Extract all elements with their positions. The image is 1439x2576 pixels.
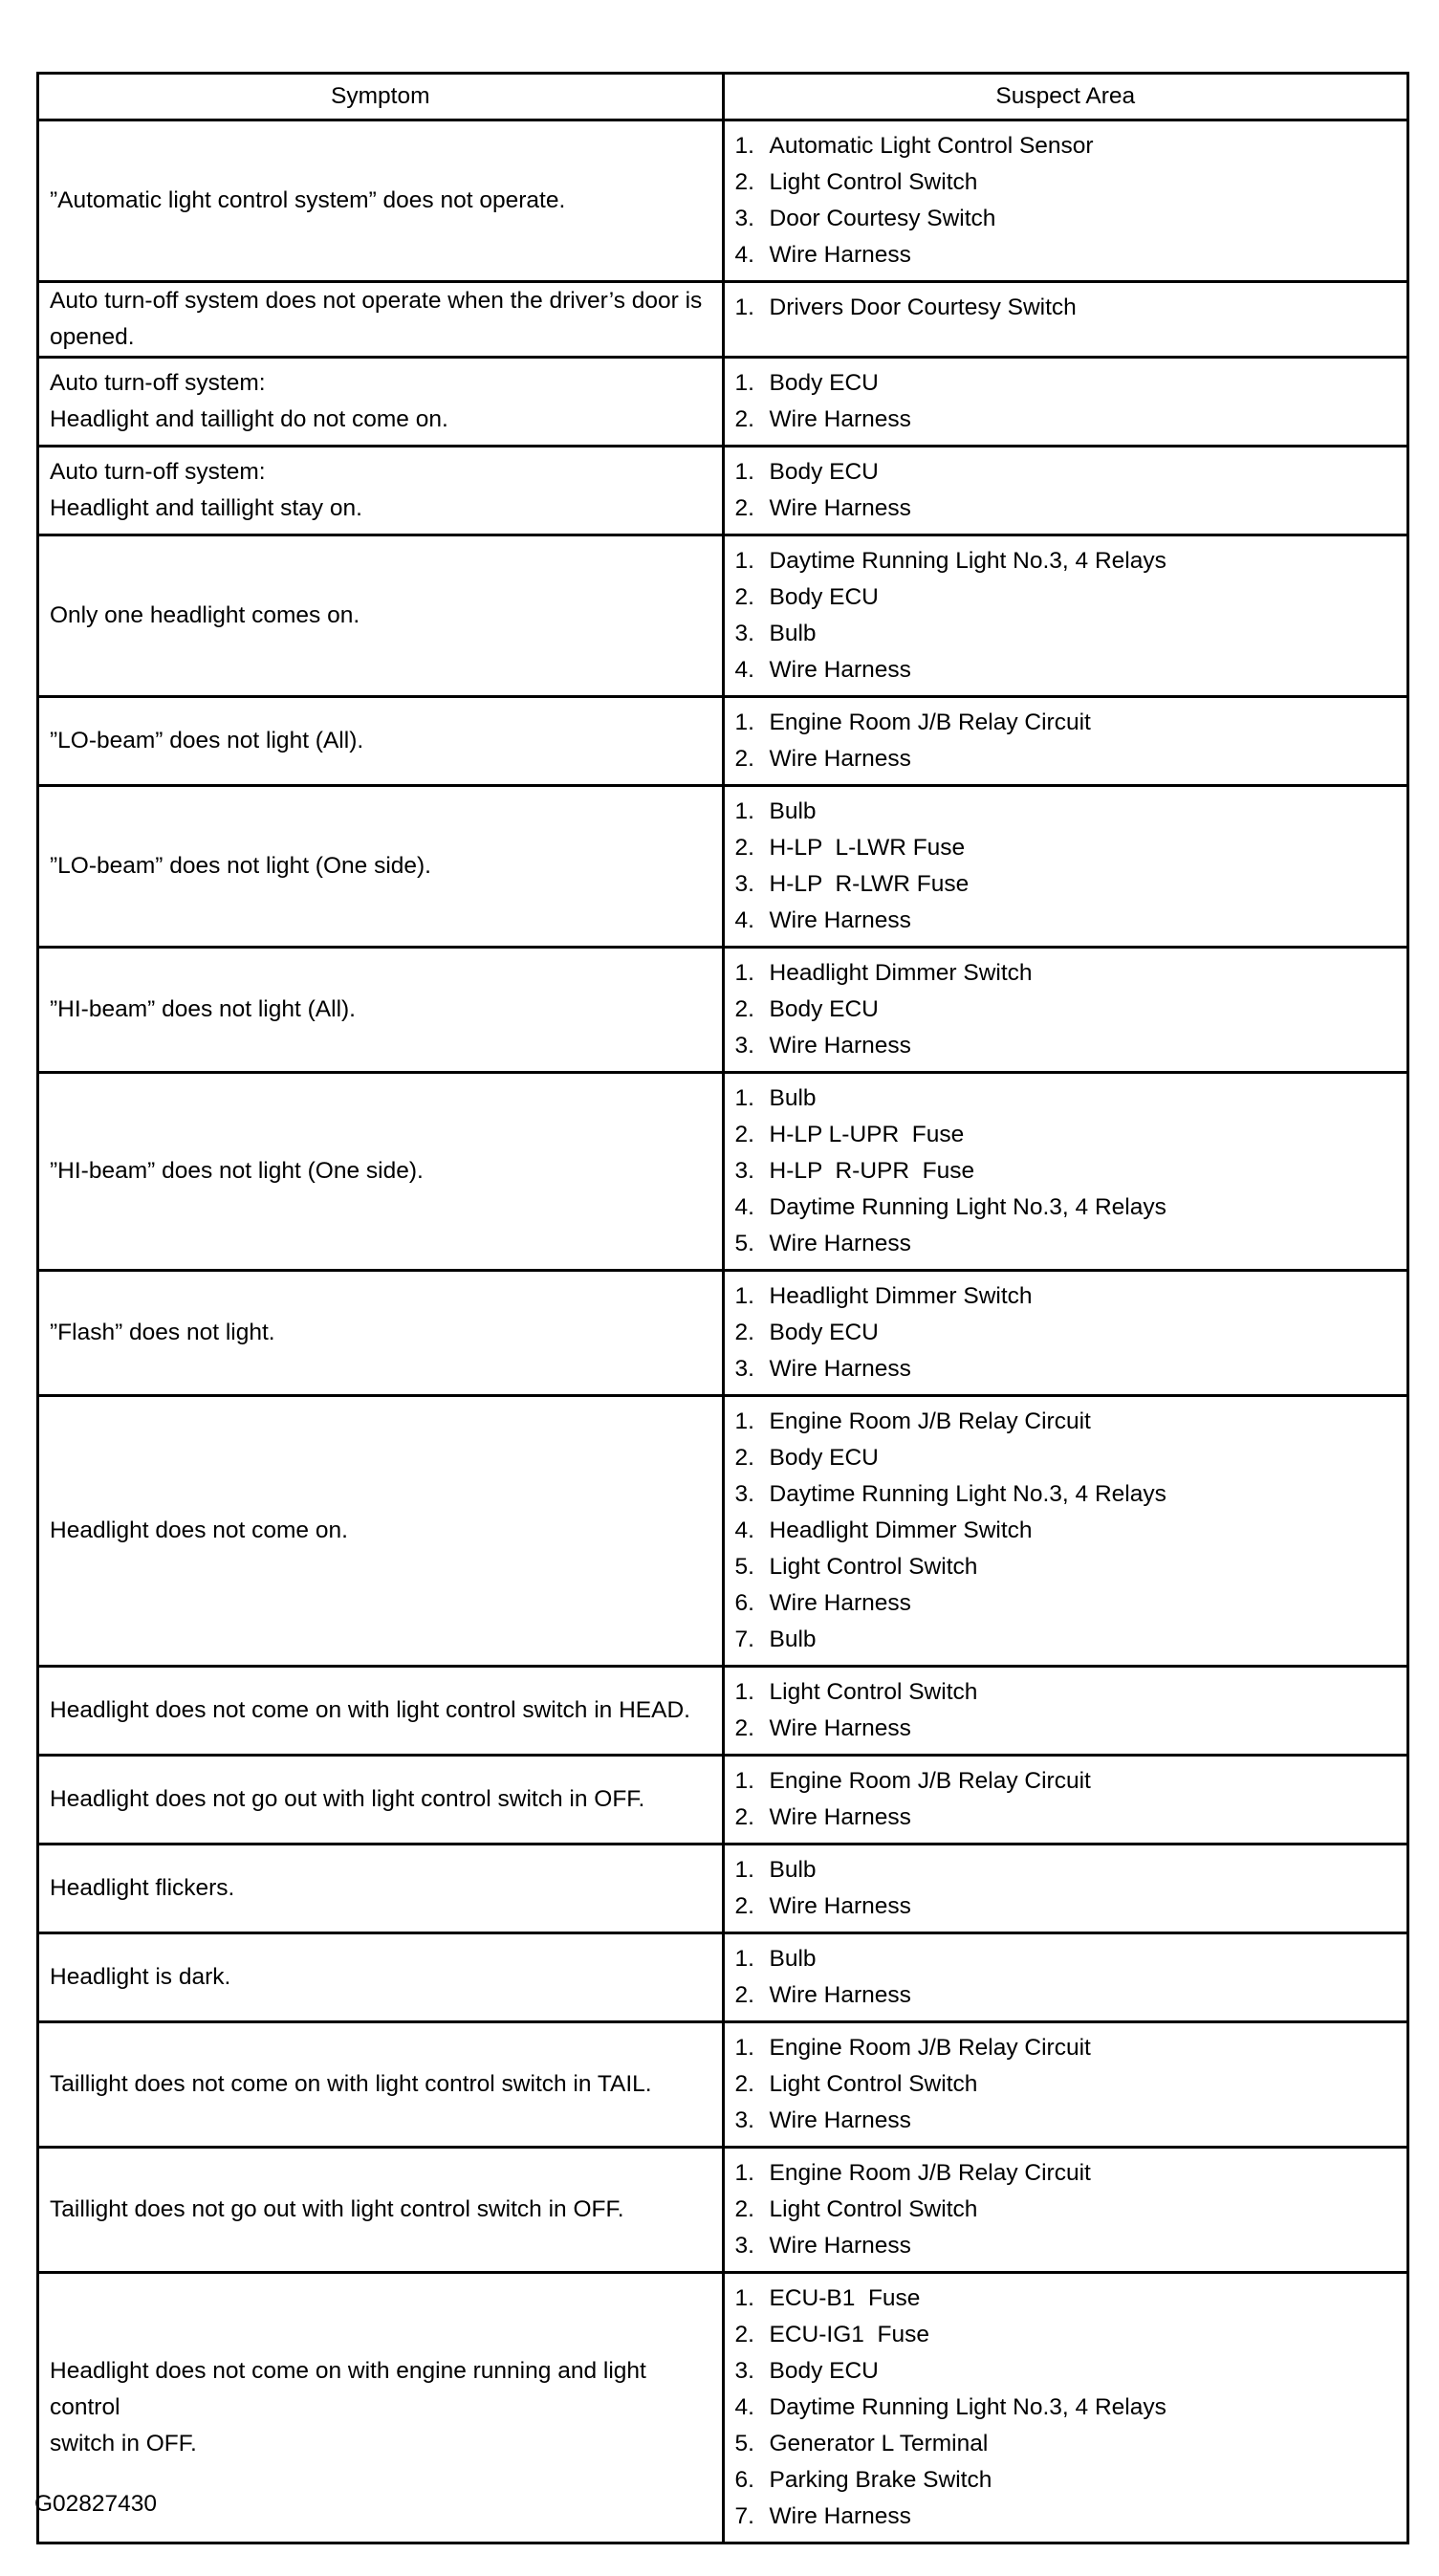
- suspect-item-number: 1.: [734, 2160, 754, 2186]
- suspect-item: [735, 491, 1398, 527]
- symptom-text: opened.: [50, 324, 135, 350]
- suspect-item-number: 2.: [734, 996, 754, 1022]
- symptom-cell: [38, 1933, 724, 2022]
- suspect-item: [735, 1585, 1398, 1622]
- suspect-item-text: Light Control Switch: [769, 2071, 978, 2097]
- suspect-item-number: 5.: [734, 1554, 754, 1580]
- figure-id: G02827430: [34, 2491, 158, 2517]
- suspect-item-text: Daytime Running Light No.3, 4 Relays: [769, 2394, 1166, 2420]
- header-row: [38, 74, 1408, 120]
- symptom-text: Headlight does not go out with light control switch in OFF.: [50, 1786, 645, 1812]
- table-row: [38, 1933, 1408, 2022]
- suspect-item: [735, 1153, 1398, 1190]
- suspect-item-number: 2.: [734, 406, 754, 432]
- suspect-item-number: 4.: [734, 1517, 754, 1543]
- suspect-item-text: Wire Harness: [769, 746, 911, 772]
- suspect-item-text: Engine Room J/B Relay Circuit: [769, 709, 1091, 735]
- suspect-item: [735, 2317, 1398, 2353]
- suspect-area-cell: [723, 948, 1408, 1073]
- suspect-item-text: Body ECU: [769, 2358, 879, 2384]
- suspect-item: [735, 1278, 1398, 1315]
- suspect-item-text: Door Courtesy Switch: [769, 206, 996, 231]
- suspect-item-number: 3.: [734, 1356, 754, 1382]
- suspect-item-text: Engine Room J/B Relay Circuit: [769, 1408, 1091, 1434]
- symptom-cell: [38, 948, 724, 1073]
- symptom-cell: [38, 697, 724, 786]
- symptom-cell: [38, 2148, 724, 2273]
- suspect-item-number: 1.: [734, 459, 754, 485]
- suspect-item-text: Wire Harness: [769, 1590, 911, 1616]
- suspect-area-column-header: Suspect Area: [723, 74, 1408, 120]
- suspect-item: [735, 1549, 1398, 1585]
- symptom-text: Only one headlight comes on.: [50, 602, 360, 628]
- symptom-text: Taillight does not go out with light control switch in OFF.: [50, 2196, 624, 2222]
- suspect-item: [735, 2462, 1398, 2499]
- suspect-item-number: 1.: [734, 1768, 754, 1794]
- suspect-item: [735, 903, 1398, 939]
- table-row: [38, 1396, 1408, 1667]
- symptom-text: Headlight does not come on with engine running and light control: [50, 2358, 646, 2420]
- table-row: [38, 447, 1408, 535]
- suspect-item-number: 2.: [734, 169, 754, 195]
- suspect-item-text: Wire Harness: [769, 1231, 911, 1256]
- suspect-item-number: 2.: [734, 2322, 754, 2347]
- suspect-item-number: 2.: [734, 746, 754, 772]
- suspect-item: [735, 2499, 1398, 2535]
- table-row: [38, 948, 1408, 1073]
- table-row: [38, 1271, 1408, 1396]
- suspect-item: [735, 201, 1398, 237]
- suspect-item-number: 4.: [734, 1194, 754, 1220]
- suspect-item-text: Light Control Switch: [769, 169, 978, 195]
- suspect-item-text: Parking Brake Switch: [769, 2467, 992, 2493]
- symptom-text: ”Automatic light control system” does not operate.: [50, 187, 566, 213]
- suspect-item-text: Wire Harness: [769, 2503, 911, 2529]
- suspect-item-number: 4.: [734, 907, 754, 933]
- suspect-item: [735, 128, 1398, 164]
- suspect-item-number: 3.: [734, 1158, 754, 1184]
- suspect-item-text: Body ECU: [769, 1320, 879, 1345]
- suspect-area-cell: [723, 697, 1408, 786]
- suspect-item-text: Bulb: [769, 621, 817, 646]
- suspect-item-text: Body ECU: [769, 459, 879, 485]
- suspect-item: [735, 2030, 1398, 2066]
- suspect-item-text: Headlight Dimmer Switch: [769, 960, 1033, 986]
- table-row: [38, 2148, 1408, 2273]
- symptom-cell: [38, 535, 724, 697]
- suspect-item-number: 3.: [734, 1481, 754, 1507]
- suspect-item-number: 1.: [734, 709, 754, 735]
- suspect-item: [735, 794, 1398, 830]
- suspect-area-cell: [723, 1073, 1408, 1271]
- suspect-item: [735, 830, 1398, 866]
- suspect-item-number: 1.: [734, 960, 754, 986]
- suspect-item-text: Bulb: [769, 1857, 817, 1883]
- suspect-item-number: 4.: [734, 2394, 754, 2420]
- suspect-item-text: Automatic Light Control Sensor: [769, 133, 1094, 159]
- symptom-text: ”LO-beam” does not light (All).: [50, 728, 364, 753]
- suspect-item: [735, 2353, 1398, 2390]
- suspect-item-number: 1.: [734, 2285, 754, 2311]
- suspect-item-text: Wire Harness: [769, 657, 911, 683]
- suspect-item-text: Body ECU: [769, 996, 879, 1022]
- suspect-item-text: Engine Room J/B Relay Circuit: [769, 1768, 1091, 1794]
- suspect-item: [735, 705, 1398, 741]
- suspect-area-cell: [723, 1667, 1408, 1756]
- suspect-item-text: Wire Harness: [769, 1033, 911, 1059]
- suspect-item: [735, 1513, 1398, 1549]
- suspect-item: [735, 2281, 1398, 2317]
- symptom-cell: [38, 786, 724, 948]
- suspect-item-number: 2.: [734, 1715, 754, 1741]
- suspect-item-number: 2.: [734, 2071, 754, 2097]
- suspect-item-number: 1.: [734, 1283, 754, 1309]
- suspect-item: [735, 1190, 1398, 1226]
- suspect-item-number: 7.: [734, 2503, 754, 2529]
- suspect-item-text: Bulb: [769, 1946, 817, 1972]
- suspect-item-number: 3.: [734, 2233, 754, 2259]
- suspect-item: [735, 1852, 1398, 1888]
- suspect-item-text: H-LP R-UPR Fuse: [769, 1158, 975, 1184]
- suspect-item: [735, 1081, 1398, 1117]
- suspect-item-number: 3.: [734, 2107, 754, 2133]
- symptom-text: Headlight does not come on with light control switch in HEAD.: [50, 1697, 690, 1723]
- suspect-item: [735, 1315, 1398, 1351]
- symptom-cell: [38, 1396, 724, 1667]
- table-row: [38, 1845, 1408, 1933]
- suspect-item-number: 1.: [734, 370, 754, 396]
- table-row: [38, 2273, 1408, 2543]
- suspect-item: [735, 1674, 1398, 1711]
- symptom-text: ”HI-beam” does not light (All).: [50, 996, 356, 1022]
- table-row: [38, 786, 1408, 948]
- suspect-item-number: 2.: [734, 1982, 754, 2008]
- suspect-item: [735, 2103, 1398, 2139]
- symptom-text: Headlight does not come on.: [50, 1517, 348, 1543]
- suspect-item-number: 2.: [734, 835, 754, 861]
- suspect-item: [735, 2066, 1398, 2103]
- symptom-text: Headlight flickers.: [50, 1875, 235, 1901]
- suspect-item-text: Wire Harness: [769, 1804, 911, 1830]
- suspect-item-text: Drivers Door Courtesy Switch: [769, 295, 1077, 320]
- suspect-item: [735, 1763, 1398, 1800]
- table-row: [38, 282, 1408, 358]
- suspect-item-number: 7.: [734, 1626, 754, 1652]
- symptom-cell: [38, 120, 724, 282]
- suspect-item-text: Daytime Running Light No.3, 4 Relays: [769, 1194, 1166, 1220]
- suspect-item-number: 1.: [734, 1679, 754, 1705]
- suspect-item-text: ECU-IG1 Fuse: [769, 2322, 929, 2347]
- suspect-item-number: 1.: [734, 133, 754, 159]
- symptom-cell: [38, 1073, 724, 1271]
- suspect-item-text: H-LP R-LWR Fuse: [769, 871, 970, 897]
- suspect-item-text: Wire Harness: [769, 495, 911, 521]
- suspect-item-text: Bulb: [769, 798, 817, 824]
- suspect-item-number: 1.: [734, 1085, 754, 1111]
- suspect-item: [735, 1622, 1398, 1658]
- symptom-text: Headlight and taillight do not come on.: [50, 406, 448, 432]
- suspect-item-text: Body ECU: [769, 584, 879, 610]
- suspect-item-text: Light Control Switch: [769, 1679, 978, 1705]
- suspect-item-text: ECU-B1 Fuse: [769, 2285, 921, 2311]
- suspect-item-text: Wire Harness: [769, 1356, 911, 1382]
- suspect-item-number: 1.: [734, 2035, 754, 2061]
- suspect-item-text: Headlight Dimmer Switch: [769, 1283, 1033, 1309]
- suspect-area-cell: [723, 1756, 1408, 1845]
- suspect-item-number: 3.: [734, 621, 754, 646]
- suspect-area-cell: [723, 535, 1408, 697]
- symptom-text: Auto turn-off system:: [50, 459, 266, 485]
- suspect-item-text: Daytime Running Light No.3, 4 Relays: [769, 548, 1166, 574]
- suspect-area-cell: [723, 2022, 1408, 2148]
- suspect-item: [735, 2192, 1398, 2228]
- symptom-text: Auto turn-off system:: [50, 370, 266, 396]
- suspect-item-text: Body ECU: [769, 1445, 879, 1471]
- suspect-item: [735, 2228, 1398, 2264]
- table-row: [38, 697, 1408, 786]
- suspect-item: [735, 1117, 1398, 1153]
- table-row: [38, 1667, 1408, 1756]
- suspect-area-cell: [723, 1396, 1408, 1667]
- suspect-item: [735, 365, 1398, 402]
- table-row: [38, 358, 1408, 447]
- suspect-area-cell: [723, 2273, 1408, 2543]
- suspect-item: [735, 579, 1398, 616]
- suspect-item-text: H-LP L-LWR Fuse: [769, 835, 966, 861]
- suspect-item-text: Wire Harness: [769, 406, 911, 432]
- suspect-item: [735, 1711, 1398, 1747]
- suspect-item-text: Bulb: [769, 1085, 817, 1111]
- suspect-item: [735, 652, 1398, 688]
- suspect-item-text: Wire Harness: [769, 242, 911, 268]
- suspect-item-number: 6.: [734, 1590, 754, 1616]
- symptom-cell: [38, 2022, 724, 2148]
- table-row: [38, 1073, 1408, 1271]
- suspect-item: [735, 1028, 1398, 1064]
- suspect-item: [735, 290, 1398, 326]
- suspect-item-number: 3.: [734, 206, 754, 231]
- suspect-item-number: 4.: [734, 242, 754, 268]
- suspect-item-text: Wire Harness: [769, 907, 911, 933]
- symptom-text: ”LO-beam” does not light (One side).: [50, 853, 431, 879]
- suspect-item: [735, 1888, 1398, 1925]
- suspect-item: [735, 2426, 1398, 2462]
- symptom-cell: [38, 1667, 724, 1756]
- suspect-item-number: 5.: [734, 1231, 754, 1256]
- suspect-item-number: 2.: [734, 495, 754, 521]
- symptom-text: ”HI-beam” does not light (One side).: [50, 1158, 424, 1184]
- symptom-text: ”Flash” does not light.: [50, 1320, 275, 1345]
- suspect-item-number: 2.: [734, 1893, 754, 1919]
- suspect-area-cell: [723, 358, 1408, 447]
- suspect-area-cell: [723, 1271, 1408, 1396]
- suspect-item-number: 1.: [734, 1408, 754, 1434]
- table-row: [38, 120, 1408, 282]
- table-row: [38, 1756, 1408, 1845]
- symptom-cell: [38, 1271, 724, 1396]
- suspect-item-text: Wire Harness: [769, 2233, 911, 2259]
- suspect-item: [735, 402, 1398, 438]
- suspect-item: [735, 543, 1398, 579]
- suspect-item: [735, 992, 1398, 1028]
- suspect-item-number: 1.: [734, 548, 754, 574]
- suspect-item-number: 1.: [734, 798, 754, 824]
- suspect-item-number: 4.: [734, 657, 754, 683]
- symptom-cell: [38, 447, 724, 535]
- suspect-item-text: H-LP L-UPR Fuse: [769, 1122, 965, 1147]
- symptom-text: Auto turn-off system does not operate when the driver’s door is: [50, 288, 703, 314]
- suspect-item-number: 2.: [734, 1445, 754, 1471]
- symptom-text: Headlight and taillight stay on.: [50, 495, 362, 521]
- suspect-item-number: 2.: [734, 1320, 754, 1345]
- suspect-item-number: 1.: [734, 295, 754, 320]
- symptom-column-header: Symptom: [38, 74, 724, 120]
- suspect-item: [735, 1800, 1398, 1836]
- suspect-item-number: 3.: [734, 2358, 754, 2384]
- suspect-item: [735, 454, 1398, 491]
- suspect-item-text: Engine Room J/B Relay Circuit: [769, 2160, 1091, 2186]
- symptom-cell: [38, 1756, 724, 1845]
- suspect-item-number: 6.: [734, 2467, 754, 2493]
- suspect-item-number: 2.: [734, 584, 754, 610]
- suspect-item: [735, 741, 1398, 777]
- suspect-item-text: Wire Harness: [769, 2107, 911, 2133]
- symptom-text: Taillight does not come on with light control switch in TAIL.: [50, 2071, 652, 2097]
- table-row: [38, 535, 1408, 697]
- suspect-item-number: 3.: [734, 871, 754, 897]
- suspect-item: [735, 955, 1398, 992]
- suspect-area-cell: [723, 786, 1408, 948]
- suspect-item: [735, 616, 1398, 652]
- suspect-item-number: 2.: [734, 2196, 754, 2222]
- suspect-item-number: 5.: [734, 2431, 754, 2456]
- symptom-text: switch in OFF.: [50, 2431, 197, 2456]
- suspect-item-text: Headlight Dimmer Switch: [769, 1517, 1033, 1543]
- symptom-cell: [38, 1845, 724, 1933]
- suspect-item: [735, 2155, 1398, 2192]
- suspect-item-text: Daytime Running Light No.3, 4 Relays: [769, 1481, 1166, 1507]
- suspect-item: [735, 1941, 1398, 1977]
- suspect-item: [735, 164, 1398, 201]
- suspect-item: [735, 1351, 1398, 1387]
- suspect-item: [735, 1977, 1398, 2014]
- suspect-item-number: 2.: [734, 1122, 754, 1147]
- suspect-item: [735, 866, 1398, 903]
- suspect-item-number: 1.: [734, 1857, 754, 1883]
- suspect-item: [735, 1440, 1398, 1476]
- suspect-item-text: Body ECU: [769, 370, 879, 396]
- suspect-item: [735, 1226, 1398, 1262]
- suspect-area-cell: [723, 282, 1408, 358]
- suspect-item: [735, 237, 1398, 273]
- suspect-item-number: 1.: [734, 1946, 754, 1972]
- suspect-item-text: Light Control Switch: [769, 2196, 978, 2222]
- suspect-item-text: Engine Room J/B Relay Circuit: [769, 2035, 1091, 2061]
- suspect-item-text: Wire Harness: [769, 1982, 911, 2008]
- symptom-text: Headlight is dark.: [50, 1964, 231, 1990]
- suspect-item-text: Wire Harness: [769, 1893, 911, 1919]
- symptom-cell: [38, 282, 724, 358]
- suspect-item-text: Light Control Switch: [769, 1554, 978, 1580]
- suspect-area-cell: [723, 120, 1408, 282]
- suspect-item-number: 3.: [734, 1033, 754, 1059]
- suspect-item: [735, 1476, 1398, 1513]
- suspect-area-cell: [723, 1933, 1408, 2022]
- suspect-item: [735, 2390, 1398, 2426]
- suspect-area-cell: [723, 1845, 1408, 1933]
- table-body: [38, 120, 1408, 2543]
- suspect-area-cell: [723, 2148, 1408, 2273]
- suspect-item-text: Generator L Terminal: [769, 2431, 989, 2456]
- suspect-area-cell: [723, 447, 1408, 535]
- table-row: [38, 2022, 1408, 2148]
- suspect-item-text: Wire Harness: [769, 1715, 911, 1741]
- troubleshooting-table: [36, 72, 1409, 2544]
- suspect-item-number: 2.: [734, 1804, 754, 1830]
- symptom-cell: [38, 358, 724, 447]
- suspect-item-text: Bulb: [769, 1626, 817, 1652]
- suspect-item: [735, 1404, 1398, 1440]
